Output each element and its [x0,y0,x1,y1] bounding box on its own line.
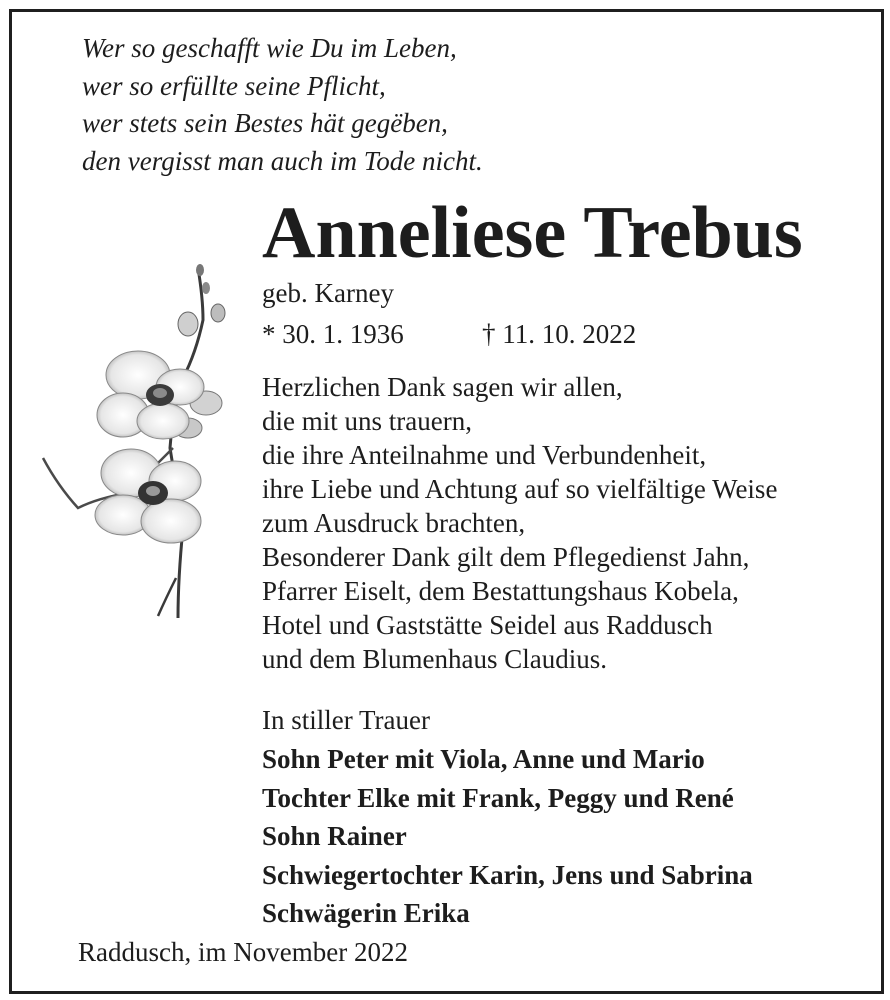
thanks-line: die ihre Anteilnahme und Verbundenheit, [262,440,707,470]
poem-line: wer so erfüllte seine Pflicht, [82,70,386,101]
birth-date: * 30. 1. 1936 [262,319,404,349]
family-member: Sohn Rainer [262,821,407,851]
family-member: Schwiegertochter Karin, Jens und Sabrina [262,859,753,890]
poem-line: Wer so geschafft wie Du im Leben, [82,33,457,63]
thanks-line: Pfarrer Eiselt, dem Bestattungshaus Kobela, [262,576,739,606]
orchid-icon [38,258,238,623]
death-date: † 11. 10. 2022 [482,319,637,349]
family-list [262,740,753,933]
deceased-name: Anneliese Trebus [262,192,803,274]
thanks-line: Herzlichen Dank sagen wir allen, [262,372,623,402]
poem-line: wer stets sein Bestes hät gegëben, [82,108,448,138]
thanks-line: und dem Blumenhaus Claudius. [262,644,607,674]
place-and-date: Raddusch, im November 2022 [78,937,408,967]
thanks-line: Besonderer Dank gilt dem Pflegedienst Jahn, [262,542,750,572]
mourning-intro: In stiller Trauer [262,705,430,735]
thanks-line: ihre Liebe und Achtung auf so vielfältige Weise [262,474,778,504]
memorial-poem [82,30,483,180]
family-member: Schwägerin Erika [262,898,470,928]
thanks-line: Hotel und Gaststätte Seidel aus Raddusch [262,610,713,640]
family-member: Tochter Elke mit Frank, Peggy und René [262,782,734,813]
thanks-line: zum Ausdruck brachten, [262,508,526,538]
life-dates [262,319,637,350]
family-member: Sohn Peter mit Viola, Anne und Mario [262,744,705,774]
thanks-line: die mit uns trauern, [262,406,472,436]
birth-name: geb. Karney [262,278,394,308]
poem-line: den vergisst man auch im Tode nicht. [82,145,483,176]
thank-you-text [262,370,777,676]
